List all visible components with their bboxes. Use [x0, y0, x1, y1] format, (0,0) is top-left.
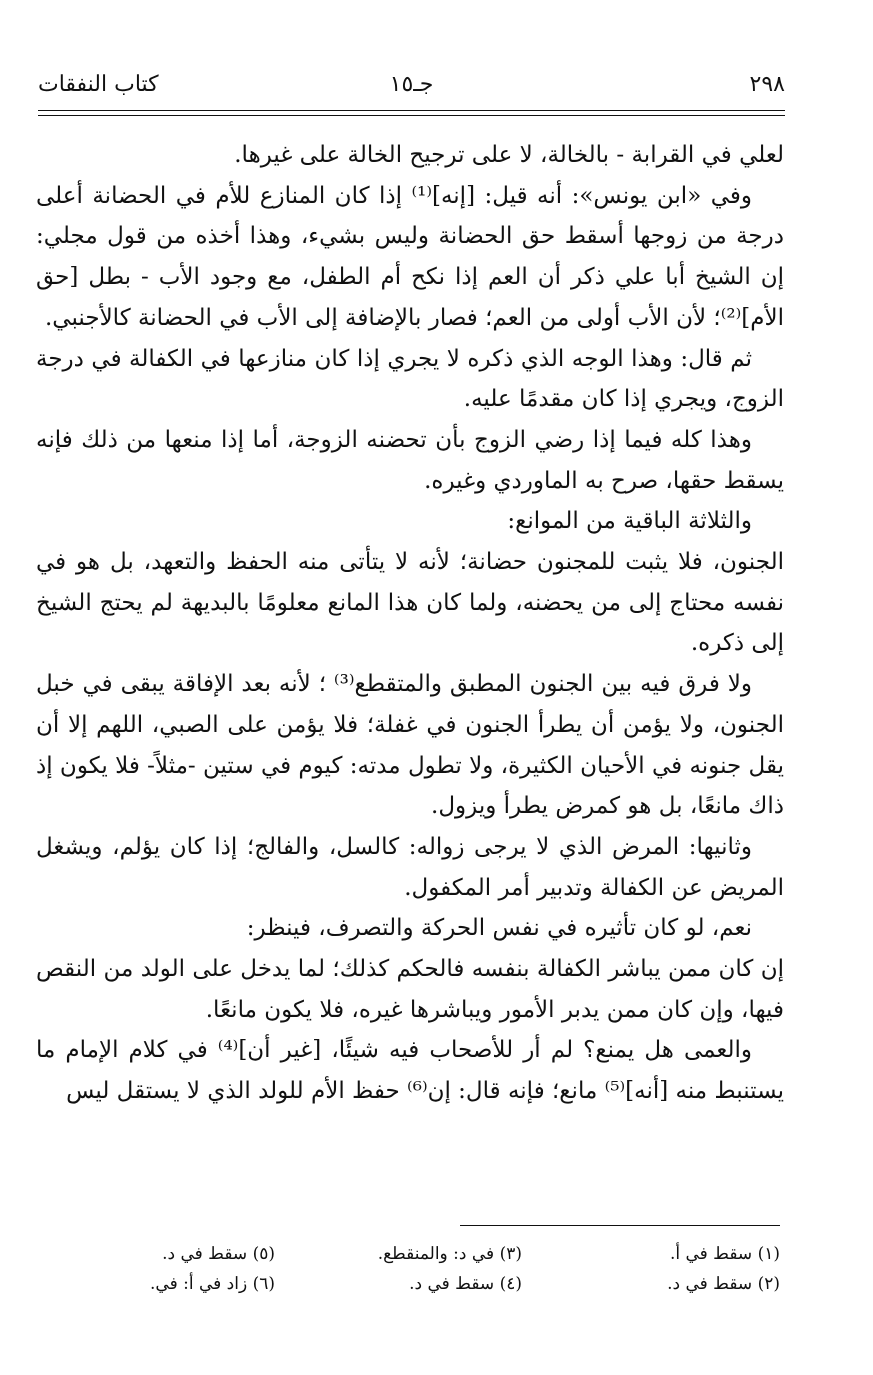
page-header [38, 68, 785, 102]
footnote-text: سقط في د. [409, 1274, 495, 1294]
footnote-number: (٢) [757, 1274, 780, 1294]
paragraph: وهذا كله فيما إذا رضي الزوج بأن تحضنه الزوجة، أما إذا منعها من ذلك فإنه يسقط حقها، صرح به الماوردي وغيره. [36, 426, 784, 494]
paragraph: وثانيها: المرض الذي لا يرجى زواله: كالسل، والفالج؛ إذا كان يؤلم، ويشغل المريض عن الكفالة وتدبير أمر المكفول. [36, 833, 784, 901]
footnote-6 [150, 1270, 275, 1298]
footnote-1 [670, 1240, 780, 1268]
paragraph: وفي «ابن يونس»: أنه قيل: [إنه]⁽¹⁾ إذا كان المنازع للأم في الحضانة أعلى درجة من زوجها أسقط حق الحضانة وليس بشيء، وهذا أخذه من قول مجلي: إن الشيخ أبا علي ذكر أن العم إذا نكح أم الطفل، مع وجود الأب - بطل [حق الأم]⁽²⁾؛ لأن الأب أولى من العم؛ فصار بالإضافة إلى الأب في الحضانة كالأجنبي. [36, 182, 784, 331]
footnote-text: زاد في أ: في. [150, 1274, 248, 1294]
footnote-5 [162, 1240, 275, 1268]
footnote-2 [667, 1270, 780, 1298]
paragraph: والعمى هل يمنع؟ لم أر للأصحاب فيه شيئًا، [غير أن]⁽⁴⁾ في كلام الإمام ما يستنبط منه [أنه]⁽⁵⁾ مانع؛ فإنه قال: إن⁽⁶⁾ حفظ الأم للولد الذي لا يستقل ليس [36, 1037, 784, 1105]
footnote-text: سقط في د. [667, 1274, 753, 1294]
paragraph: والثلاثة الباقية من الموانع: [507, 508, 752, 535]
footnote-number: (٦) [252, 1274, 275, 1294]
paragraph: إن كان ممن يباشر الكفالة بنفسه فالحكم كذلك؛ لما يدخل على الولد من النقص فيها، وإن كان ممن يدبر الأمور ويباشرها غيره، فلا يكون مانعًا. [36, 956, 784, 1023]
paragraph: ولا فرق فيه بين الجنون المطبق والمتقطع⁽³⁾ ؛ لأنه بعد الإفاقة يبقى في خبل الجنون، ولا يؤمن أن يطرأ الجنون في غفلة؛ فلا يؤمن على الصبي، اللهم إلا أن يقل جنونه في الأحيان الكثيرة، ولا تطول مدته: كيوم في ستين -مثلاً- فلا يكون إذ ذاك مانعًا، بل هو كمرض يطرأ ويزول. [35, 671, 784, 820]
book-title: كتاب النفقات [38, 72, 159, 97]
paragraph: نعم، لو كان تأثيره في نفس الحركة والتصرف، فينظر: [246, 915, 752, 942]
paragraph: لعلي في القرابة - بالخالة، لا على ترجيح الخالة على غيرها. [234, 142, 784, 168]
header-rule-thin [38, 115, 785, 116]
footnote-number: (٣) [499, 1244, 522, 1264]
volume-label: جـ١٥ [389, 72, 434, 97]
footnote-rule [460, 1225, 780, 1226]
footnote-3 [378, 1240, 522, 1268]
footnote-text: في د: والمنقطع. [377, 1244, 495, 1264]
footnote-number: (١) [757, 1244, 780, 1264]
footnote-number: (٤) [499, 1274, 522, 1294]
paragraph: ثم قال: وهذا الوجه الذي ذكره لا يجري إذا كان منازعها في الكفالة في درجة الزوج، ويجري إذا كان مقدمًا عليه. [36, 345, 784, 413]
footnote-4 [409, 1270, 522, 1298]
main-text [36, 135, 784, 1112]
footnote-text: سقط في أ. [669, 1244, 753, 1264]
paragraph: الجنون، فلا يثبت للمجنون حضانة؛ لأنه لا يتأتى منه الحفظ والتعهد، بل هو في نفسه محتاج إلى من يحضنه، ولما كان هذا المانع معلومًا بالبديهة لم يحتج الشيخ إلى ذكره. [36, 549, 784, 657]
page-number: ٢٩٨ [749, 72, 785, 97]
footnote-number: (٥) [252, 1244, 275, 1264]
footnote-text: سقط في د. [162, 1244, 248, 1264]
header-rule [38, 110, 785, 111]
